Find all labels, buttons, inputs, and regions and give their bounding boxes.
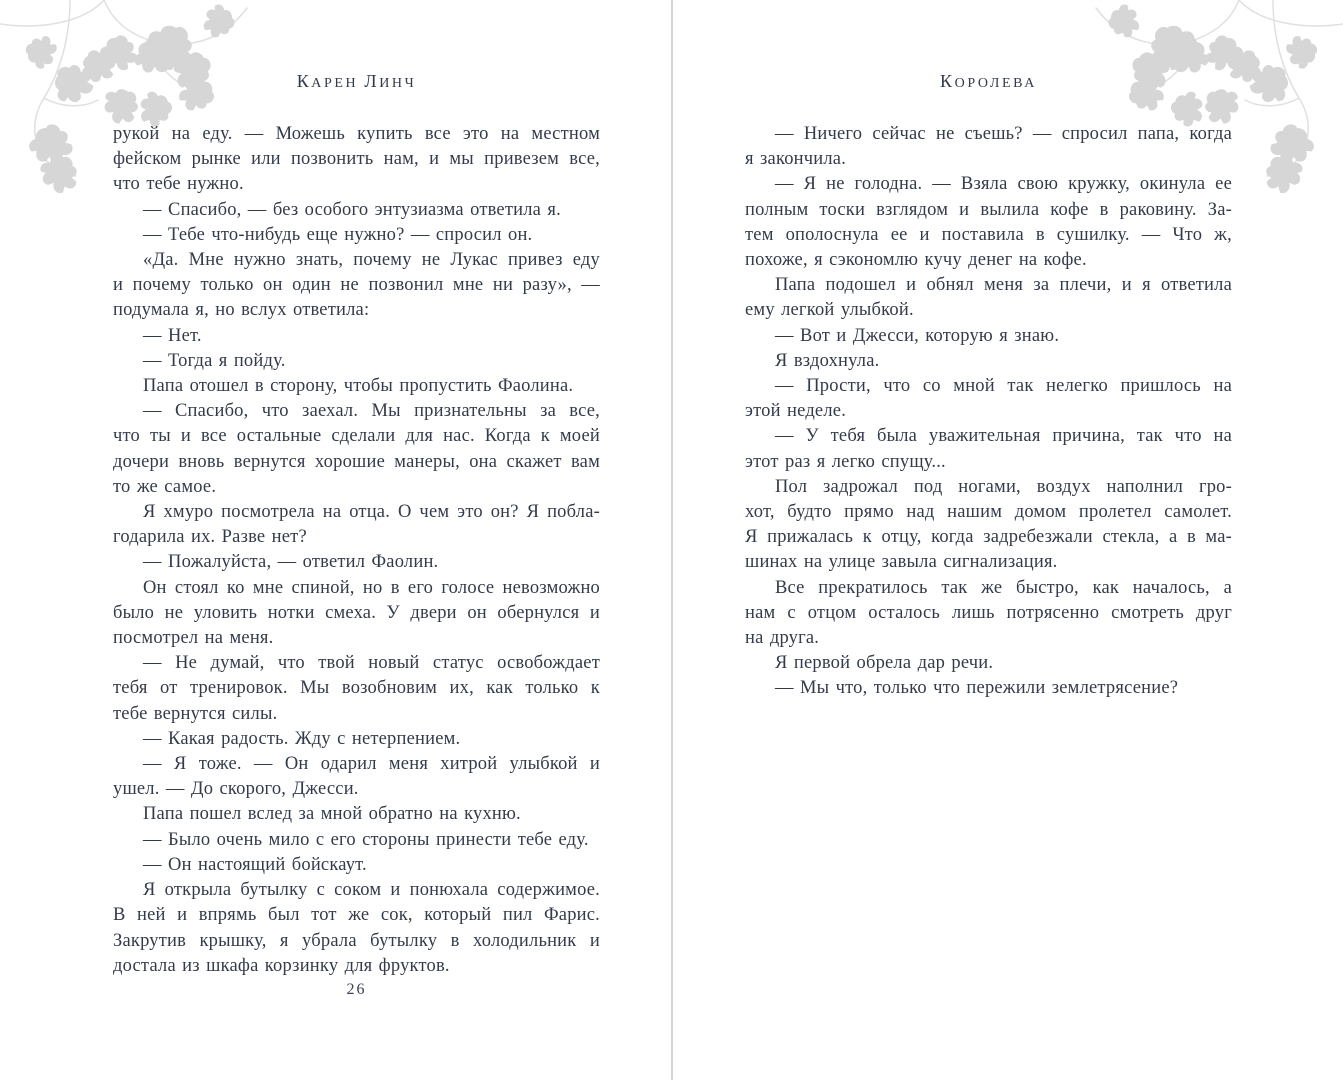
text-line: этот раз я легко спущу... <box>745 451 946 472</box>
text-line: на друга. <box>745 628 820 649</box>
text-line: — Прости, что со мной так нелегко пришлось на <box>775 376 1232 397</box>
text-line: Он стоял ко мне спиной, но в его голосе невозможно <box>143 577 600 598</box>
text-line: Папа подошел и обнял меня за плечи, и я ответила <box>775 275 1232 296</box>
text-line: — Спасибо, — без особого энтузиазма ответила я. <box>143 199 561 220</box>
text-line: нам с отцом осталось лишь потрясенно смотреть друг <box>745 602 1232 623</box>
text-line: — Ничего сейчас не съешь? — спросил папа, когда <box>775 124 1232 144</box>
text-line: фейском рынке или позвонить нам, и мы привезем все, <box>113 149 600 170</box>
text-line: ушел. — До скорого, Джесси. <box>113 779 359 800</box>
running-head-author: КАРЕН ЛИНЧ <box>296 71 417 91</box>
text-line: Папа пошел вслед за мной обратно на кухню. <box>143 804 521 825</box>
right-page <box>745 0 1232 1080</box>
text-line: — Не думай, что твой новый статус освобождает <box>143 653 600 674</box>
text-line: Я вздохнула. <box>775 350 880 371</box>
paragraph <box>113 651 600 727</box>
text-line: полным тоски взглядом и вылила кофе в раковину. За- <box>745 199 1232 220</box>
text-line: Все прекратилось так же быстро, как началось, а <box>775 577 1232 598</box>
paragraph <box>745 273 1232 323</box>
paragraph <box>745 475 1232 576</box>
text-line: хот, будто прямо над нашим домом пролетел самолет. <box>745 502 1232 523</box>
paragraph <box>113 828 600 853</box>
text-line: то же самое. <box>113 476 217 497</box>
text-line: — Мы что, только что пережили землетрясение? <box>775 678 1179 699</box>
paragraph <box>113 198 600 223</box>
paragraph <box>745 651 1232 676</box>
ivy-leaf-icon <box>1283 34 1319 70</box>
paragraph <box>113 576 600 652</box>
text-line: шинах на улице завыла сигнализация. <box>745 552 1058 573</box>
text-line: — Нет. <box>143 325 202 346</box>
paragraph <box>113 550 600 575</box>
text-line: достала из шкафа корзинку для фруктов. <box>113 955 450 976</box>
paragraph <box>745 349 1232 374</box>
ivy-leaf-icon <box>24 34 60 70</box>
text-line: этой неделе. <box>745 401 847 422</box>
text-line: похоже, я сэкономлю кучу денег на кофе. <box>745 250 1087 271</box>
runhead-initial: К <box>940 71 955 91</box>
text-line: «Да. Мне нужно знать, почему не Лукас привез еду <box>143 250 600 271</box>
text-line: — Я тоже. — Он одарил меня хитрой улыбкой и <box>143 754 600 775</box>
text-line: посмотрел на меня. <box>113 628 274 649</box>
paragraph <box>113 752 600 802</box>
paragraph <box>113 399 600 500</box>
runhead-initial: К <box>296 71 312 91</box>
paragraph <box>745 576 1232 652</box>
text-line: ему легкой улыбкой. <box>745 300 914 321</box>
paragraph <box>113 349 600 374</box>
text-line: В ней и впрямь был тот же сок, который пил Фарис. <box>113 905 600 926</box>
paragraph <box>745 676 1232 701</box>
paragraph <box>113 878 600 979</box>
text-line: — Я не голодна. — Взяла свою кружку, окинула ее <box>775 174 1232 195</box>
text-line: подумала я, но вслух ответила: <box>113 300 370 321</box>
paragraph <box>113 223 600 248</box>
text-line: — Пожалуйста, — ответил Фаолин. <box>143 552 439 573</box>
text-line: годарила их. Разве нет? <box>113 527 307 548</box>
paragraph <box>113 324 600 349</box>
text-line: дочери вновь вернутся хорошие манеры, она скажет вам <box>113 451 600 472</box>
paragraph <box>113 802 600 827</box>
text-line: — Тогда я пойду. <box>143 350 286 371</box>
right-page-body <box>745 122 1232 702</box>
paragraph <box>113 248 600 324</box>
text-line: я закончила. <box>745 149 847 170</box>
page-number: 26 <box>346 981 367 998</box>
paragraph <box>113 727 600 752</box>
runhead-initial: Л <box>364 71 380 91</box>
left-page <box>113 0 600 1080</box>
paragraph <box>113 853 600 878</box>
text-line: что ты и все остальные сделали для нас. Когда к моей <box>113 426 600 447</box>
text-line: тебе вернутся силы. <box>113 703 278 724</box>
paragraph <box>113 500 600 550</box>
text-line: Закрутив крышку, я убрала бутылку в холодильник и <box>113 930 600 951</box>
paragraph <box>745 324 1232 349</box>
text-line: тем ополоснула ее и поставила в сушилку. — Что ж, <box>745 224 1232 245</box>
text-line: рукой на еду. — Можешь купить все это на местном <box>113 124 600 144</box>
text-line: Я первой обрела дар речи. <box>775 653 994 674</box>
text-line: тебя от тренировок. Мы возобновим их, как только к <box>113 678 600 699</box>
text-line: Я хмуро посмотрела на отца. О чем это он? Я побла- <box>143 502 600 523</box>
paragraph <box>113 122 600 198</box>
text-line: — Тебе что-нибудь еще нужно? — спросил он. <box>143 224 533 245</box>
paragraph <box>113 374 600 399</box>
left-page-body <box>113 122 600 979</box>
text-line: — Спасибо, что заехал. Мы признательны за все, <box>143 401 600 422</box>
page-gutter-divider <box>671 0 673 1080</box>
text-line: что тебе нужно. <box>113 174 244 195</box>
paragraph <box>745 424 1232 474</box>
text-line: — Какая радость. Жду с нетерпением. <box>143 728 461 749</box>
text-line: Пол задрожал под ногами, воздух наполнил гро- <box>775 476 1232 497</box>
text-line: Папа отошел в сторону, чтобы пропустить Фаолина. <box>143 376 574 397</box>
paragraph <box>745 172 1232 273</box>
text-line: — Он настоящий бойскаут. <box>143 854 367 875</box>
text-line: — У тебя была уважительная причина, так что на <box>775 426 1232 447</box>
text-line: и почему только он один не позвонил мне ни разу», — <box>113 275 600 296</box>
text-line: Я прижалась к отцу, когда задребезжали стекла, а в ма- <box>745 527 1232 548</box>
text-line: — Было очень мило с его стороны принести тебе еду. <box>143 829 589 850</box>
text-line: было не уловить нотки смеха. У двери он обернулся и <box>113 602 600 623</box>
running-head-title: КОРОЛЕВА <box>940 71 1037 91</box>
text-line: — Вот и Джесси, которую я знаю. <box>775 325 1060 346</box>
text-line: Я открыла бутылку с соком и понюхала содержимое. <box>143 880 600 901</box>
paragraph <box>745 122 1232 172</box>
paragraph <box>745 374 1232 424</box>
